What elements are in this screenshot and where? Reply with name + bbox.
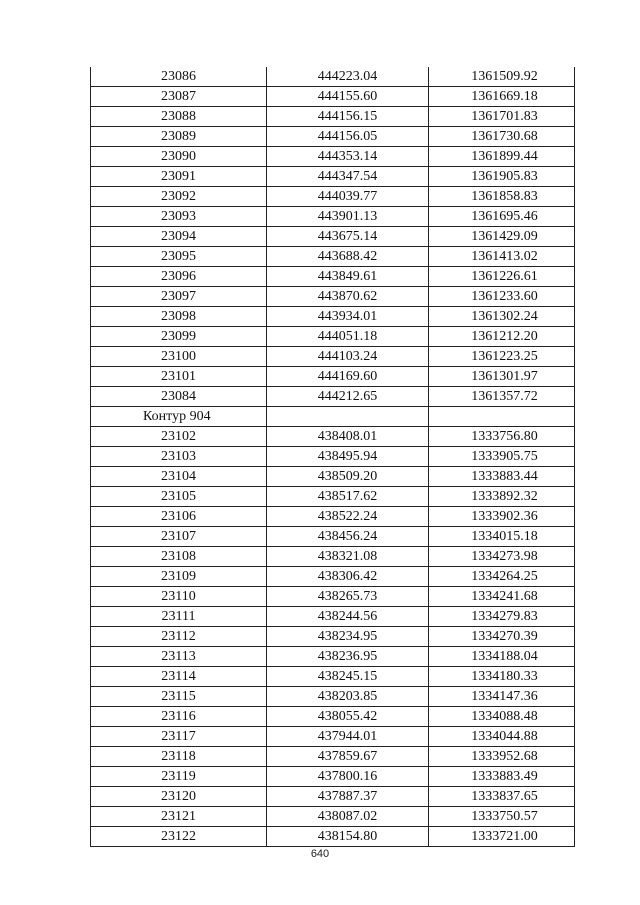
x-coordinate-cell: 438456.24: [267, 527, 429, 547]
point-id-cell: 23113: [91, 647, 267, 667]
y-coordinate-cell: 1334015.18: [429, 527, 575, 547]
point-id-cell: 23084: [91, 387, 267, 407]
x-coordinate-cell: 444223.04: [267, 67, 429, 87]
y-coordinate-cell: 1334147.36: [429, 687, 575, 707]
table-row: [91, 107, 575, 127]
x-coordinate-cell: 438154.80: [267, 827, 429, 847]
x-coordinate-cell: 443688.42: [267, 247, 429, 267]
point-id-cell: 23086: [91, 67, 267, 87]
table-row: [91, 747, 575, 767]
y-coordinate-cell: 1361233.60: [429, 287, 575, 307]
x-coordinate-cell: 444353.14: [267, 147, 429, 167]
table-row: [91, 487, 575, 507]
y-coordinate-cell: 1333837.65: [429, 787, 575, 807]
table-row: [91, 447, 575, 467]
y-coordinate-cell: 1361223.25: [429, 347, 575, 367]
table-row: [91, 167, 575, 187]
x-coordinate-cell: 444169.60: [267, 367, 429, 387]
table-row: [91, 367, 575, 387]
x-coordinate-cell: 438245.15: [267, 667, 429, 687]
point-id-cell: 23111: [91, 607, 267, 627]
x-coordinate-cell: 444051.18: [267, 327, 429, 347]
x-coordinate-cell: 438234.95: [267, 627, 429, 647]
table-row: [91, 727, 575, 747]
x-coordinate-cell: 444155.60: [267, 87, 429, 107]
x-coordinate-cell: 438495.94: [267, 447, 429, 467]
coordinates-table-body: [91, 67, 575, 847]
y-coordinate-cell: 1334279.83: [429, 607, 575, 627]
x-coordinate-cell: 438244.56: [267, 607, 429, 627]
x-coordinate-cell: 438321.08: [267, 547, 429, 567]
y-coordinate-cell: 1333756.80: [429, 427, 575, 447]
table-row: [91, 227, 575, 247]
x-coordinate-cell: 438236.95: [267, 647, 429, 667]
y-coordinate-cell: 1333883.49: [429, 767, 575, 787]
point-id-cell: 23104: [91, 467, 267, 487]
point-id-cell: 23120: [91, 787, 267, 807]
table-row: [91, 527, 575, 547]
y-coordinate-cell: 1333883.44: [429, 467, 575, 487]
y-coordinate-cell: 1361413.02: [429, 247, 575, 267]
table-row: [91, 287, 575, 307]
point-id-cell: 23100: [91, 347, 267, 367]
x-coordinate-cell: 438522.24: [267, 507, 429, 527]
x-coordinate-cell: 444347.54: [267, 167, 429, 187]
y-coordinate-cell: 1334044.88: [429, 727, 575, 747]
x-coordinate-cell: 437859.67: [267, 747, 429, 767]
table-row: [91, 547, 575, 567]
table-row: [91, 647, 575, 667]
contour-header-row: [91, 407, 575, 427]
table-row: [91, 607, 575, 627]
table-row: [91, 467, 575, 487]
point-id-cell: 23102: [91, 427, 267, 447]
point-id-cell: 23103: [91, 447, 267, 467]
y-coordinate-cell: 1361509.92: [429, 67, 575, 87]
point-id-cell: 23110: [91, 587, 267, 607]
table-row: [91, 507, 575, 527]
table-row: [91, 767, 575, 787]
x-coordinate-cell: 438203.85: [267, 687, 429, 707]
point-id-cell: 23099: [91, 327, 267, 347]
y-coordinate-cell: 1334088.48: [429, 707, 575, 727]
point-id-cell: 23096: [91, 267, 267, 287]
point-id-cell: 23112: [91, 627, 267, 647]
point-id-cell: 23093: [91, 207, 267, 227]
y-coordinate-cell: 1361701.83: [429, 107, 575, 127]
table-row: [91, 827, 575, 847]
y-coordinate-cell: 1334264.25: [429, 567, 575, 587]
table-row: [91, 67, 575, 87]
table-row: [91, 267, 575, 287]
table-row: [91, 667, 575, 687]
y-coordinate-cell: 1333892.32: [429, 487, 575, 507]
x-coordinate-cell: 444103.24: [267, 347, 429, 367]
table-row: [91, 427, 575, 447]
y-coordinate-cell: 1334180.33: [429, 667, 575, 687]
table-row: [91, 707, 575, 727]
x-coordinate-cell: 438306.42: [267, 567, 429, 587]
x-coordinate-cell: 443849.61: [267, 267, 429, 287]
x-coordinate-cell: 444156.05: [267, 127, 429, 147]
x-coordinate-cell: 438265.73: [267, 587, 429, 607]
point-id-cell: 23119: [91, 767, 267, 787]
y-coordinate-cell: 1361302.24: [429, 307, 575, 327]
y-coordinate-cell: 1361357.72: [429, 387, 575, 407]
empty-cell: [429, 407, 575, 427]
x-coordinate-cell: 438509.20: [267, 467, 429, 487]
y-coordinate-cell: 1361905.83: [429, 167, 575, 187]
x-coordinate-cell: 438517.62: [267, 487, 429, 507]
point-id-cell: 23088: [91, 107, 267, 127]
point-id-cell: 23108: [91, 547, 267, 567]
x-coordinate-cell: 438087.02: [267, 807, 429, 827]
point-id-cell: 23087: [91, 87, 267, 107]
table-row: [91, 327, 575, 347]
y-coordinate-cell: 1333902.36: [429, 507, 575, 527]
table-row: [91, 147, 575, 167]
y-coordinate-cell: 1361226.61: [429, 267, 575, 287]
point-id-cell: 23101: [91, 367, 267, 387]
x-coordinate-cell: 444156.15: [267, 107, 429, 127]
point-id-cell: 23089: [91, 127, 267, 147]
point-id-cell: 23095: [91, 247, 267, 267]
y-coordinate-cell: 1334241.68: [429, 587, 575, 607]
y-coordinate-cell: 1361899.44: [429, 147, 575, 167]
point-id-cell: 23090: [91, 147, 267, 167]
x-coordinate-cell: 444039.77: [267, 187, 429, 207]
x-coordinate-cell: 437887.37: [267, 787, 429, 807]
point-id-cell: 23118: [91, 747, 267, 767]
table-row: [91, 247, 575, 267]
x-coordinate-cell: 443934.01: [267, 307, 429, 327]
x-coordinate-cell: 444212.65: [267, 387, 429, 407]
table-row: [91, 387, 575, 407]
x-coordinate-cell: 443901.13: [267, 207, 429, 227]
table-row: [91, 207, 575, 227]
y-coordinate-cell: 1333721.00: [429, 827, 575, 847]
point-id-cell: 23122: [91, 827, 267, 847]
table-row: [91, 347, 575, 367]
table-row: [91, 787, 575, 807]
point-id-cell: 23105: [91, 487, 267, 507]
x-coordinate-cell: 438055.42: [267, 707, 429, 727]
y-coordinate-cell: 1333952.68: [429, 747, 575, 767]
x-coordinate-cell: 437800.16: [267, 767, 429, 787]
x-coordinate-cell: 443675.14: [267, 227, 429, 247]
y-coordinate-cell: 1361212.20: [429, 327, 575, 347]
point-id-cell: 23115: [91, 687, 267, 707]
point-id-cell: 23121: [91, 807, 267, 827]
y-coordinate-cell: 1334270.39: [429, 627, 575, 647]
point-id-cell: 23107: [91, 527, 267, 547]
y-coordinate-cell: 1361858.83: [429, 187, 575, 207]
coordinates-table: [90, 67, 575, 847]
y-coordinate-cell: 1334273.98: [429, 547, 575, 567]
point-id-cell: 23117: [91, 727, 267, 747]
y-coordinate-cell: 1361301.97: [429, 367, 575, 387]
point-id-cell: 23109: [91, 567, 267, 587]
point-id-cell: 23114: [91, 667, 267, 687]
point-id-cell: 23092: [91, 187, 267, 207]
y-coordinate-cell: 1334188.04: [429, 647, 575, 667]
table-row: [91, 87, 575, 107]
point-id-cell: 23097: [91, 287, 267, 307]
x-coordinate-cell: 437944.01: [267, 727, 429, 747]
table-row: [91, 127, 575, 147]
page-number: 640: [310, 848, 330, 860]
y-coordinate-cell: 1361695.46: [429, 207, 575, 227]
table-row: [91, 307, 575, 327]
contour-label: Контур 904: [91, 407, 267, 427]
table-row: [91, 187, 575, 207]
point-id-cell: 23094: [91, 227, 267, 247]
table-row: [91, 687, 575, 707]
point-id-cell: 23106: [91, 507, 267, 527]
empty-cell: [267, 407, 429, 427]
y-coordinate-cell: 1333750.57: [429, 807, 575, 827]
y-coordinate-cell: 1361429.09: [429, 227, 575, 247]
y-coordinate-cell: 1333905.75: [429, 447, 575, 467]
table-row: [91, 627, 575, 647]
table-row: [91, 807, 575, 827]
x-coordinate-cell: 438408.01: [267, 427, 429, 447]
table-row: [91, 587, 575, 607]
point-id-cell: 23091: [91, 167, 267, 187]
table-row: [91, 567, 575, 587]
point-id-cell: 23098: [91, 307, 267, 327]
y-coordinate-cell: 1361669.18: [429, 87, 575, 107]
y-coordinate-cell: 1361730.68: [429, 127, 575, 147]
x-coordinate-cell: 443870.62: [267, 287, 429, 307]
point-id-cell: 23116: [91, 707, 267, 727]
